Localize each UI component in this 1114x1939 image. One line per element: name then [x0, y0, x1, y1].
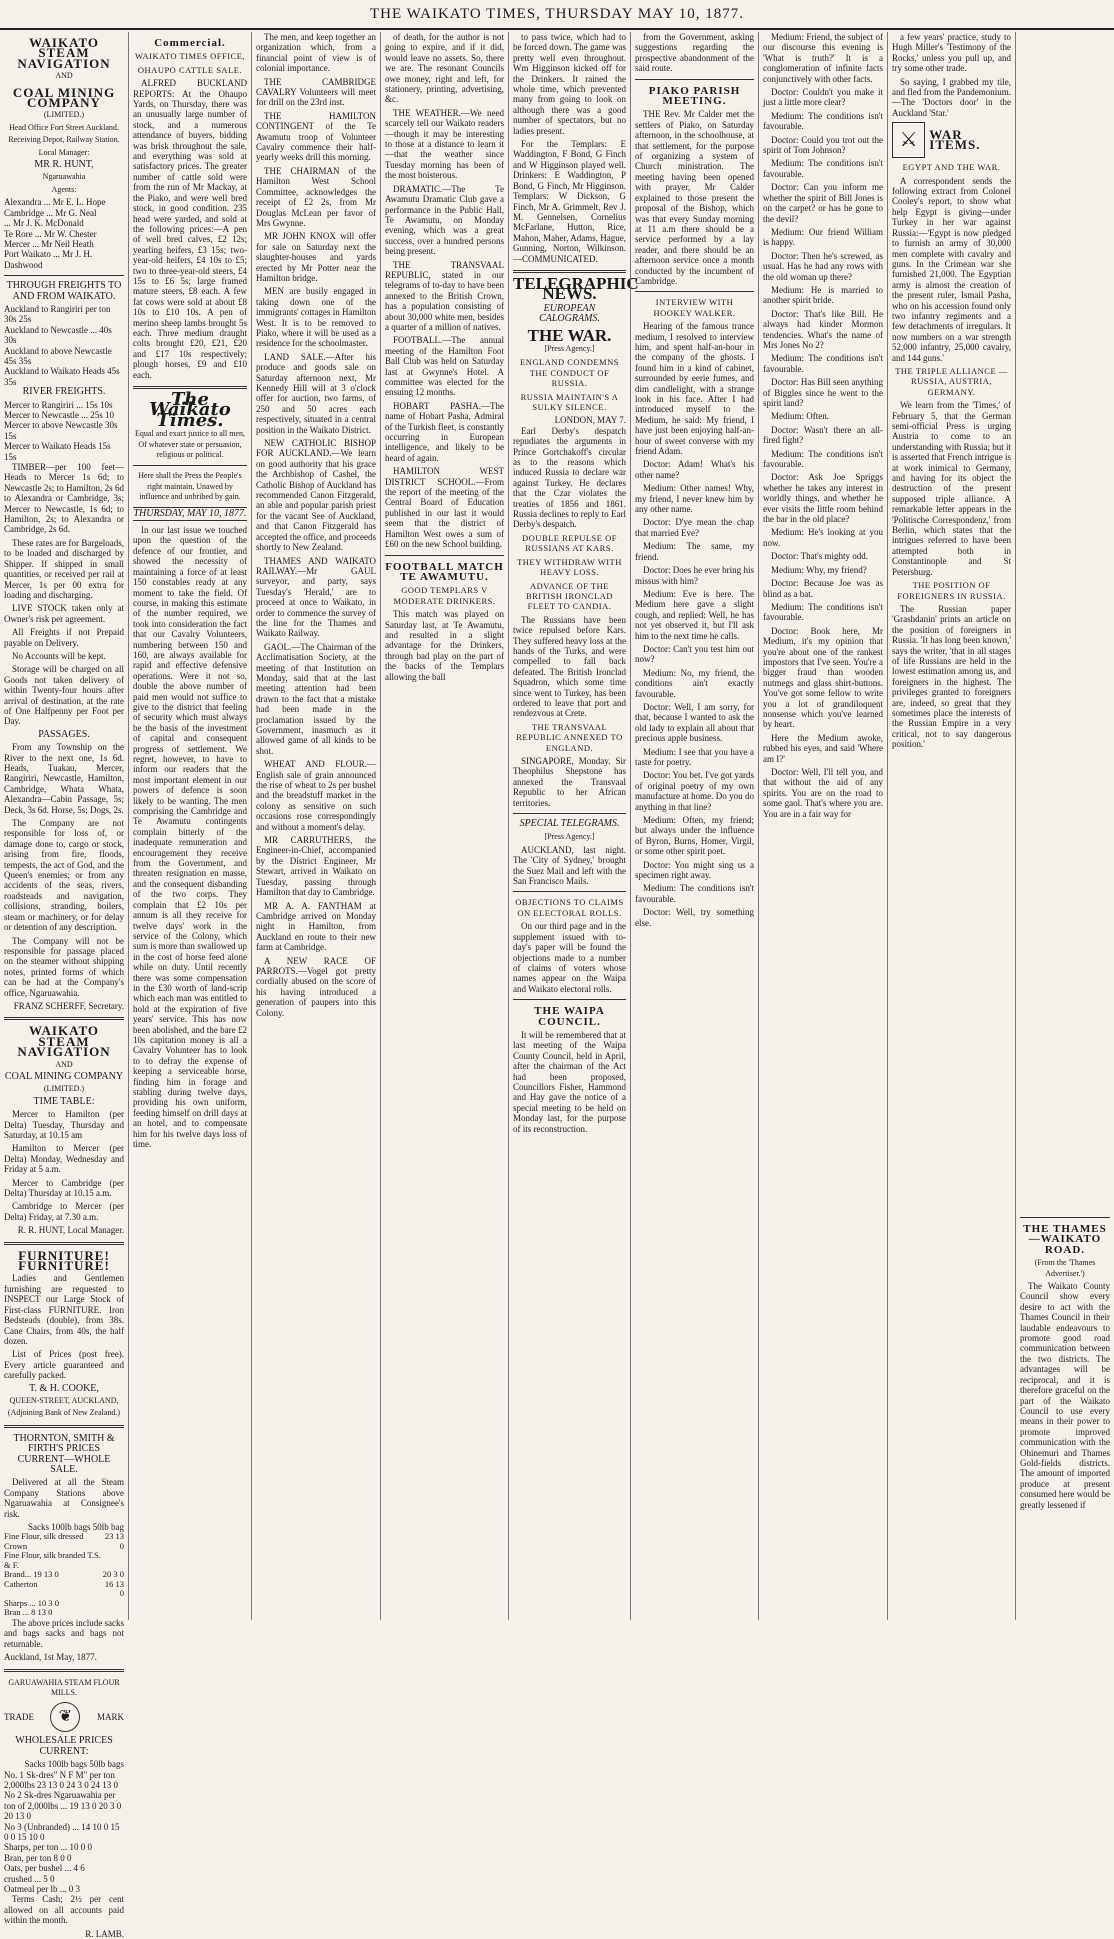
rates-note: These rates are for Bargeloads, to be loaded and discharged by Shipper. If shipped in small quantities, or received per rail at Mercer, 1s per 00 extra for loading and discharging.	[4, 537, 124, 600]
receiving-depot: Receiving Depot, Railway Station.	[8, 135, 120, 145]
news-item: THE CAMBRIDGE CAVALRY Volunteers will meet for drill on the 23rd inst.	[256, 76, 376, 108]
football-title: FOOTBALL MATCH TE AWAMUTU.	[385, 560, 504, 583]
dialogue-line: Medium: The conditions isn't favourable.	[635, 883, 754, 904]
news-item: THE HAMILTON CONTINGENT of the Te Awamutu troop of Volunteer Cavalry commence their half-yearly weeks drill this morning.	[256, 110, 376, 163]
divider	[513, 999, 626, 1000]
steam-nav-title: WAIKATO STEAM NAVIGATION	[17, 35, 111, 71]
dialogue-line: Doctor: You might sing us a specimen right away.	[635, 859, 754, 881]
dialogue-line: Doctor: Couldn't you make it just a little more clear?	[763, 87, 883, 108]
furniture-list: List of Prices (post free). Every article guaranteed and carefully packed.	[4, 1349, 124, 1381]
responsibility-note-2: The Company will not be responsible for passage placed on the steamer without shipping notes, printed forms of which can be had at the Company's office, Ngaruawahia.	[4, 935, 124, 998]
dialogue-line: Medium: The same, my friend.	[635, 541, 754, 562]
limited-label: (LIMITED.)	[43, 110, 85, 120]
agent-row: Port Waikato ... Mr J. H. Dashwood	[4, 249, 93, 270]
agent-row: Te Rore ... Mr W. Chester	[4, 228, 97, 239]
dialogue-line: Doctor: Then he's screwed, as usual. Has he had any rows with the old woman up there?	[763, 250, 883, 282]
the-war-title: THE WAR.	[527, 325, 612, 345]
table-row	[4, 1532, 124, 1551]
news-item: DRAMATIC.—The Te Awamutu Dramatic Club gave a performance in the Public Hall, Te Awamutu, on Monday evening, which was a great success, over a hundred persons being present.	[385, 183, 504, 257]
freights-title: THROUGH FREIGHTS TO AND FROM WAIKATO.	[6, 280, 122, 302]
time-table-sign: R. R. HUNT, Local Manager.	[17, 1225, 124, 1236]
dialogue-line: Medium: The conditions isn't favourable.	[763, 353, 883, 374]
agent-row: Alexandra ... Mr E. L. Hope	[4, 197, 106, 208]
wholesale-header: Sacks 100lb bags 50lb bags	[24, 1759, 124, 1770]
news-item: THE TRANSVAAL REPUBLIC, stated in our telegrams of to-day to have been annexed to the British Crown, has a population consisting of about 30,000 white men, besides a quarter of a million of natives.	[385, 259, 504, 332]
dialogue-line: Doctor: Has Bill seen anything of Biggles since he went to the spirit land?	[763, 377, 883, 408]
egypt-body: A correspondent sends the following extract from Colonel Cooley's report, to show what help Egypt is giving—under Turkey in her war against Russia:—'Egypt is now pledged to furnish an army of 30,000 men complete with cavalry and guns. In the Crimean war she furnished 21,000. The Egyptian army is almost the creation of the present ruler, Ismail Pasha, who on his accession found only two infantry regiments and a few detachments of irregulars. It now numbers on a war strength 52,000 infantry, 25,000 cavalry, and 144 guns.'	[892, 175, 1011, 363]
thames-road-source: (From the 'Thames Advertiser.')	[1034, 1258, 1096, 1278]
coal-mining-title-2: COAL MINING COMPANY	[4, 1070, 124, 1082]
wholesale-row: No 2 Sk-dres Ngaruawahia per ton of 2,000lbs ... 19 13 0 20 3 0 20 13 0	[4, 1790, 122, 1822]
england-headline: ENGLAND CONDEMNS THE CONDUCT OF RUSSIA.	[520, 357, 619, 389]
cooke-address-2: (Adjoining Bank of New Zealand.)	[7, 1408, 121, 1418]
column-2	[128, 32, 251, 1620]
dialogue-line: Doctor: Can you inform me whether the spirit of Bill Jones is on the carpet? or has he gone to the devil?	[763, 182, 883, 224]
dialogue-line: Doctor: That's mighty odd.	[771, 551, 868, 562]
football-continued: to pass twice, which had to be forced down. The game was pretty well even throughout. Wm Higginson kicked off for the Drinkers. It rained the whole time, which prevented many from going to look on although there was a good number of spectators, but no ladies present.	[513, 32, 626, 136]
dialogue-line: Doctor: You bet. I've got yards of original poetry of my own manufacture at home. Do you do anything in that line?	[635, 770, 754, 812]
divider	[4, 1017, 124, 1020]
divider	[4, 1242, 124, 1245]
table-cell: Bran ... 8 13 0	[4, 1607, 53, 1618]
dialogue-line: Medium: The conditions isn't favourable.	[763, 158, 883, 179]
column-4	[380, 32, 508, 1620]
column-8	[887, 32, 1015, 1620]
column-5	[508, 32, 639, 1620]
news-item: MR A. A. FANTHAM at Cambridge arrived on Monday night in Hamilton, from Auckland en route to their new farm at Cambridge.	[256, 900, 376, 953]
agent-row: Mercer ... Mr Neil Heath	[4, 238, 94, 249]
foreigners-body: The Russian paper 'Grashdanin' prints an article on the position of foreigners in Russia. 'It has long been known,' says the writer, 'that in all stages of life Russians are held in the lowest estimation among us, and foreigners in the highest. The privileges granted to foreigners are, indeed, so great that they sometimes place the interests of the Russian Empire in a very critical, not to say dangerous position.'	[892, 603, 1011, 750]
river-row: Mercer to above Newcastle 30s 15s	[4, 420, 118, 441]
wholesale-row: No 3 (Unbranded) ... 14 10 0 15 0 0 15 10 0	[4, 1821, 120, 1842]
freight-row: Auckland to Newcastle ... 40s 30s	[4, 324, 112, 346]
divider	[1020, 1217, 1110, 1218]
agents-label: Agents:	[51, 184, 77, 194]
wholesale-row: Sharps, per ton ... 10 0 0	[4, 1842, 92, 1853]
thornton-price-table	[4, 1532, 124, 1618]
news-item: MR JOHN KNOX will offer for sale on Saturday next the slaughter-houses and yards erected by Mr Potter near the Hamilton bridge.	[256, 231, 376, 283]
piako-headline: PIAKO PARISH MEETING.	[648, 84, 741, 108]
dialogue-line: Doctor: D'ye mean the chap that married Eve?	[635, 517, 754, 538]
column-9	[1015, 32, 1114, 1620]
freight-row: Auckland to above Newcastle 45s 35s	[4, 345, 112, 366]
news-item: FOOTBALL.—The annual meeting of the Hamilton Foot Ball Club was held on Saturday last at Gwynne's Hotel. A committee was elected for the ensuing 12 months.	[385, 335, 504, 398]
paper-masthead: The Waikato Times.	[149, 389, 231, 431]
dialogue-line: Doctor: Well, try something else.	[635, 907, 754, 928]
divider	[385, 555, 504, 556]
coal-mining-title: COAL MINING COMPANY	[12, 84, 116, 111]
lamb-sign: R. LAMB.	[85, 1928, 124, 1939]
wholesale-row: Bran, per ton 8 0 0	[4, 1852, 72, 1863]
news-item: GAOL.—The Chairman of the Acclimatisation Society, at the meeting of that Institution on Monday, said that at the last meeting attention had been drawn to the fact that a mistake had been made in the proclamation issued by the Government, inasmuch as it allowed game of all kinds to be shot.	[256, 641, 376, 756]
dialogue-line: Medium: Often, my friend; but always under the influence of Byron, Burns, Homer, Virgil, or some other spirit poet.	[635, 815, 754, 857]
limited-label-2: (LIMITED.)	[43, 1084, 85, 1094]
dialogue-line: Doctor: Wasn't there an all-fired fight?	[763, 424, 883, 446]
dialogue-line: Doctor: Ask Joe Spriggs whether he takes any interest in worldly things, and whether he ever visits the little room behind the bar in the old place?	[763, 472, 883, 525]
news-item: HOBART PASHA.—The name of Hobart Pasha, Admiral of the Turkish fleet, is constantly occurring in European intelligence, and likely to be heard of again.	[385, 400, 504, 463]
river-row: Mercer to Waikato Heads 15s 15s	[4, 441, 111, 462]
dialogue-line: Here the Medium awoke, rubbed his eyes, and said 'Where am I?'	[763, 732, 883, 764]
table-cell: Fine Flour, silk dressed Crown	[4, 1531, 84, 1551]
russia-headline: RUSSIA MAINTAIN'S A SULKY SILENCE.	[520, 391, 619, 412]
dialogue-line: Medium: I see that you have a taste for poetry.	[635, 746, 754, 767]
time-table-row: Mercer to Cambridge (per Delta) Thursday at 10.15 a.m.	[4, 1177, 124, 1199]
furniture-body: Ladies and Gentlemen furnishing are requested to INSPECT our Large Stock of First-class FURNITURE. Iron Bedsteads (double), from 38s. Cane Chairs, from 40s, the half dozen.	[4, 1273, 124, 1346]
special-telegrams-title: SPECIAL TELEGRAMS.	[519, 818, 620, 830]
time-table-title: TIME TABLE:	[33, 1095, 95, 1107]
war-items-heading	[892, 122, 1011, 158]
thornton-header: Sacks 100lb bags 50lb bag	[28, 1522, 124, 1532]
dialogue-line: Medium: Our friend William is happy.	[763, 226, 883, 248]
divider	[513, 813, 626, 814]
river-row: Mercer to Newcastle ... 25s 10	[4, 410, 114, 420]
article-paragraph: from the Government, asking suggestions regarding the prospective abandonment of the said route.	[635, 32, 754, 74]
trade-label: TRADE	[4, 1712, 34, 1723]
divider	[513, 891, 626, 892]
river-row: Mercer to Rangiriri ... 15s 10s	[4, 399, 113, 410]
table-cell: 16 13 0	[104, 1578, 124, 1599]
commercial-title: Commercial.	[154, 37, 226, 49]
commercial-body: ALFRED BUCKLAND REPORTS: At the Ohaupo Yards, on Thursday, there was an unusually large number of stock, and a numerous attendance of buyers, bidding was brisk throughout the sale, and everything was sold at satisfactory prices. The greater number of cattle sold were from the run of Mr Mackay, at the Piako, and were well bred stock, in good condition. 235 head were yarded, and sold at the following prices:—A pen of well bred calves, £2 12s; yearling heifers, £3 15s; two-year-old heifers, £4 10s to £5; two to three-year-old steers, £4 15s to £6 5s; large framed mature steers, £8 each. A few fat cows were sold at about £8 10s to £10 10s. A pen of merino sheep lambs brought 5s each. Three medium draught colts brought £20, £21, £20 and £17 10s respectively; plough horses, £9 and £10 each.	[133, 78, 247, 380]
wholesale-title: WHOLESALE PRICES CURRENT:	[15, 1735, 113, 1757]
dialogue-line: Doctor: Because Joe was as blind as a bat.	[763, 578, 883, 599]
column-1	[0, 32, 128, 1939]
table-cell: Catherton	[4, 1578, 38, 1589]
football-body: This match was played on Saturday last, at Te Awamutu, and resulted in a slight advantage for the Drinkers, through bad play on the part of the backs of the Templars allowing the ball	[385, 609, 504, 682]
table-cell: Fine Flour, silk branded T.S. & F.	[4, 1550, 101, 1570]
wholesale-row: Oatmeal per lb ... 0 3	[4, 1884, 80, 1895]
dialogue-line: Doctor: Could you trot out the spirit of Tom Johnson?	[763, 134, 883, 156]
egypt-headline: EGYPT AND THE WAR.	[902, 162, 1001, 173]
cooke-name: T. & H. COOKE,	[29, 1382, 99, 1394]
terms-note: Terms Cash; 2½ per cent allowed on all accounts paid within the month.	[4, 1894, 124, 1926]
thornton-title: THORNTON, SMITH & FIRTH'S PRICES CURRENT—WHOLE SALE.	[13, 1432, 115, 1475]
divider	[635, 79, 754, 80]
dialogue-line: Doctor: Well, I am sorry, for that, because I wanted to ask the old lady to explain all about that precious apple business.	[635, 701, 754, 744]
news-item: NEW CATHOLIC BISHOP FOR AUCKLAND.—We learn on good authority that his grace the Archbishop of Cashel, the Catholic Bishop of Auckland has recommended Canon Fitzgerald, an able and popular parish priest for the vacant See of Auckland, and that Canon Fitzgerald has accepted the office, and proceeds shortly to New Zealand.	[256, 438, 376, 553]
passages-body: From any Township on the River to the next one, 1s 6d. Heads, Tuakau, Mercer, Rangiriri, Newcastle, Hamilton, Cambridge, Whata Whata, Alexandra—Cabin Passage, 5s; Deck, 3s 6d. Horse, 5s; Dogs, 2s.	[4, 742, 124, 815]
foreigners-headline: THE POSITION OF FOREIGNERS IN RUSSIA.	[897, 580, 1006, 601]
time-table-row: Mercer to Hamilton (per Delta) Tuesday, Thursday and Saturday, at 10.15 am	[4, 1109, 124, 1140]
column-7	[758, 32, 887, 1620]
head-office: Head Office Fort Street Auckland.	[9, 122, 119, 132]
table-row	[4, 1580, 124, 1599]
interview-headline: INTERVIEW WITH HOOKEY WALKER.	[653, 297, 736, 318]
table-cell: Brand... 19 13 0	[4, 1569, 59, 1580]
article-paragraph: The men, and keep together an organization which, from a financial point of view is of colonial importance.	[256, 32, 376, 74]
war-items-title: WAR ITEMS.	[929, 126, 981, 153]
divider	[4, 275, 124, 276]
news-item: HAMILTON WEST DISTRICT SCHOOL.—From the report of the meeting of the Central Board of Education published in our last it would seem that the district of Hamilton West owes a sum of £60 on the new School building.	[385, 466, 504, 550]
cooke-address: QUEEN-STREET, AUCKLAND,	[9, 1395, 119, 1405]
page-masthead: THE WAIKATO TIMES, THURSDAY MAY 10, 1877.	[0, 0, 1114, 30]
storage-note: Storage will be charged on all Goods not taken delivery of within Twenty-four hours after arrival of destination, at the rate of One Halfpenny per Foot per Day.	[4, 664, 124, 727]
column-9-upper-spacer	[1020, 32, 1110, 1212]
divider	[133, 465, 247, 466]
thornton-delivered: Delivered at all the Steam Company Stations above Ngaruawahia at Consignee's risk.	[4, 1477, 124, 1519]
article-paragraph: So saying, I grabbed my tile, and fled from the Pandemonium.—The 'Doctors door' in the Auckland 'Star.'	[892, 76, 1011, 118]
dialogue-line: Doctor: Does he ever bring his missus with him?	[635, 565, 754, 586]
table-cell: 23 13 0	[104, 1531, 124, 1551]
local-manager-label: Local Manager:	[38, 147, 90, 157]
dialogue-line: Medium: No, my friend, the conditions ain't exactly favourable.	[635, 667, 754, 699]
article-paragraph: a few years' practice, study to Hugh Miller's 'Testimony of the Rocks,' unless you pull up, and try some other trade.	[892, 32, 1011, 74]
dialogue-line: Medium: The conditions isn't favourable.	[763, 601, 883, 623]
column-3	[251, 32, 380, 1620]
news-item: MR CARRUTHERS, the Engineer-in-Chief, accompanied by the District Engineer, Mr Stewart, arrived in Waikato on Tuesday, passing through Hamilton that day to Cambridge.	[256, 835, 376, 898]
flour-mills-title: GARUAWAHIA STEAM FLOUR MILLS.	[8, 1677, 120, 1697]
waipa-council-body: It will be remembered that at last meeting of the Waipa County Council, held in April, after the chairman of the Act had been proposed, Councillors Fisher, Hammond and Hay gave the notice of a special meeting to be held on Monday last, for the purpose of its reconstruction.	[513, 1029, 626, 1134]
thornton-note: The above prices include sacks and bags sacks and bags not returnable.	[4, 1617, 124, 1649]
triple-alliance-headline: THE TRIPLE ALLIANCE — RUSSIA, AUSTRIA, GERMANY.	[895, 365, 1008, 397]
dialogue-line: Medium: Friend, the subject of our discourse this evening is 'What is truth?' It is a conglomeration of infinite facts conjunctively with other facts.	[763, 32, 883, 84]
table-cell: Sharps ... 10 3 0	[4, 1597, 60, 1608]
location: Ngaruawahia	[42, 172, 86, 182]
news-item: THE CHAIRMAN of the Hamilton West School Committee, acknowledges the receipt of £2 2s, from Mr Douglas McLean per favor of Mrs Gwynne.	[256, 165, 376, 228]
special-press: [Press Agency.]	[544, 832, 595, 842]
prepaid-note: All Freights if not Prepaid payable on Delivery.	[4, 627, 124, 648]
news-item: of death, for the author is not going to expire, and if it did, would leave no assets. So, there we are. The resonant Councils owe money, right and left, for stationery, printing, advertising, &c.	[385, 32, 504, 105]
dialogue-line: Doctor: Book here, Mr Medium, it's my opinion that you're about one of the rankest impostors that I've seen. You're a bigger fraud than wooden nutmegs and glass shirt-buttons. You've got some fellow to write you a lot of grandiloquent nonsense which you've learned by heart.	[763, 625, 883, 730]
dialogue-line: Medium: He's looking at you now.	[763, 527, 883, 548]
trade-mark-row	[4, 1702, 124, 1732]
wholesale-row: Oats, per bushel ... 4 6	[4, 1863, 85, 1874]
wholesale-row: No. 1 Sk-dres" N F M" per ton 2,000lbs 23 13 0 24 3 0 24 13 0	[4, 1769, 119, 1790]
time-table-row: Hamilton to Mercer (per Delta) Monday, Wednesday and Friday at 5 a.m.	[4, 1143, 124, 1175]
waipa-council-headline: THE WAIPA COUNCIL.	[534, 1005, 605, 1028]
table-row	[4, 1551, 124, 1570]
paper-motto: Equal and exact justice to all men, Of whatever state or persuasion, religious or political.	[135, 429, 245, 460]
news-item: THAMES AND WAIKATO RAILWAY.—Mr GAUL surveyor, and party, says Tuesday's 'Herald,' are to proceed at once to Waikato, in order to commence the survey of the line for the Thames and Waikato Railway.	[256, 555, 376, 639]
secretary-sign: FRANZ SCHERFF, Secretary.	[13, 1000, 124, 1011]
dialogue-line: Doctor: Well, I'll tell you, and that without the aid of any spirits. You are on the road to some gaol. That's where you are. You are in a fair way for	[763, 767, 883, 819]
piako-body: THE Rev. Mr Calder met the settlers of Piako, on Saturday afternoon, in the schoolhouse, at that settlement, for the purpose of organizing a system of Church ministration. The meeting having been opened with prayer, Mr Calder explained to those present the proposal of the Bishop, which was that every Sunday morning at 11 a.m there should be a service performed by a lay reader, and there should be an afternoon service once a month conducted by the incumbent of Cambridge.	[635, 109, 754, 286]
time-table-row: Cambridge to Mercer (per Delta) Friday, at 7.30 a.m.	[4, 1201, 124, 1222]
news-item: LAND SALE.—After his produce and goods sale on Saturday afternoon next, Mr Kennedy Hill will at 3 o'clock offer for auction, two farms, of 250 and 50 acres each respectively, situated in a central position in the Waikato District.	[256, 351, 376, 435]
trade-mark-emblem-icon: ❦	[50, 1702, 80, 1732]
news-item: A NEW RACE OF PARROTS.—Vogel got pretty cordially abused on the score of his having introduced a generation of paupers into this Colony.	[256, 955, 376, 1018]
london-body: Earl Derby's despatch repudiates the arguments in Prince Gortchakoff's circular as to the reasons which induced Russia to declare war against Turkey. He declares that the Czar violates the treaties of 1856 and 1861. Russia declines to reply to Earl Derby's despatch.	[513, 425, 626, 530]
divider	[4, 1425, 124, 1428]
dialogue-line: Doctor: That's like Bill. He always had kinder Mormon tendencies. What's the name of Mrs Jones No 2?	[763, 308, 883, 350]
divider	[635, 291, 754, 292]
freight-row: Auckland to Rangiriri per ton 30s 25s	[4, 303, 111, 325]
war-emblem-icon: ⚔	[892, 122, 925, 158]
dialogue-line: Medium: Often.	[771, 411, 829, 422]
table-row	[4, 1608, 124, 1618]
manager-name: MR R. HUNT,	[34, 159, 94, 171]
agent-row: ... Mr J. K. McDonald	[4, 218, 84, 229]
furniture-title: FURNITURE! FURNITURE!	[18, 1247, 110, 1274]
divider	[4, 1669, 124, 1672]
leader-article: In our last issue we touched upon the question of the defence of our frontier, and showed the necessity of maintaining a force of at least 150 constables ready at any moment to take the field. Of course, in making this estimate of the number required, we took into consideration the fact that our Cavalry Volunteers, numbering between 150 and 160, are always available for rapid and effective defensive operations. Were it not so, double the above number of paid men would not suffice to give to the district that feeling of security which must always be the basis of the investment of capital and consequent progress of settlement. We regret, however, to have to inform our readers that the most important element in our powers of defence is soon likely to be wanting. The men comprising the Cambridge and Te Awamutu contingents complain bitterly of the inadequate remuneration and encouragement they receive from the Government, and threaten resignation en masse, and the consequent disbanding of the two corps. They complain that £2 10s per annum is all they receive for twelve days' work in the service of the Colony, which sum is more than swallowed up in the cost of horse feed alone while on duty. Until recently there was some compensation in the £30 worth of land-scrip which each man was entitled to hold at the expiration of five years' service. This has now been abolished, and the bare £2 10s capitation money is all a Cavalry Volunteer has to look to to defray the expense of keeping a serviceable horse, finding him in forage and stabling during twelve days, providing his own uniform, feeding himself on drill days at an hotel, and to compensate him for his twelve days loss of time.	[133, 525, 247, 1150]
dialogue-line: Medium: Other names! Why, my friend, I never knew him by any other name.	[635, 483, 754, 515]
accounts-note: No Accounts will be kept.	[12, 650, 106, 661]
auckland-body: AUCKLAND, last night. The 'City of Sydney,' brought the Suez Mail and left with the San Francisco Mails.	[513, 844, 626, 887]
dialogue-line: Medium: The conditions isn't favourable.	[763, 448, 883, 470]
kars-headline: DOUBLE REPULSE OF RUSSIANS AT KARS.	[522, 532, 617, 554]
objections-body: On our third page and in the supplement issued with to-day's paper will be found the objections made to a number of claims of voters whose names appear on the Waipa and Waikato electoral rolls.	[513, 921, 626, 994]
dialogue-line: Medium: The conditions isn't favourable.	[763, 110, 883, 132]
wholesale-row: crushed ... 5 0	[4, 1873, 55, 1884]
steam-nav-title-2: WAIKATO STEAM NAVIGATION	[17, 1023, 111, 1060]
table-cell: 20 3 0	[102, 1569, 124, 1580]
live-stock-note: LIVE STOCK taken only at Owner's risk per agreement.	[4, 603, 124, 624]
kars-subheadline: THEY WITHDRAW WITH HEAVY LOSS.	[517, 556, 622, 578]
dialogue-line: Medium: He is married to another spirit bride.	[763, 284, 883, 306]
steam-nav-and-2: AND	[55, 1059, 73, 1069]
thames-road-body: The Waikato County Council show every desire to act with the Thames Council in their laudable endeavours to promote good road communication between the two districts. The advantages will be reciprocal, and it is therefore graceful on the part of the Waikato Council to use every means in their power to promote improved communication with the Ohinemuri and Thames Gold-fields districts. The amount of imported produce at present consumed here would be greatly lessened if	[1020, 1281, 1110, 1510]
press-agency: [Press Agency.]	[544, 343, 595, 353]
news-item: WHEAT AND FLOUR.—English sale of grain announced the rise of wheat to 2s per bushel and the breadstuff market in the colony as sensitive on such occasions rose correspondingly and without a moment's delay.	[256, 759, 376, 832]
objections-headline: OBJECTIONS TO CLAIMS ON ELECTORAL ROLLS.	[515, 897, 624, 918]
london-dateline: LONDON, MAY 7.	[554, 415, 626, 426]
dialogue-line: Medium: Why, my friend?	[771, 564, 867, 575]
mark-label: MARK	[96, 1712, 124, 1723]
dialogue-line: Doctor: Can't you test him out now?	[635, 643, 754, 665]
transvaal-headline: THE TRANSVAAL REPUBLIC ANNEXED TO ENGLAND.	[516, 721, 623, 753]
dialogue-line: Doctor: Adam! What's his other name?	[635, 459, 754, 480]
thames-road-headline: THE THAMES—WAIKATO ROAD.	[1023, 1223, 1107, 1256]
dialogue-line: Medium: Eve is here. The Medium here gave a slight cough, and replied: Well, he has not yet observed it, but I'll ask him to the next time he calls.	[635, 588, 754, 641]
timber-rates: TIMBER—per 100 feet—Heads to Mercer 1s 6d; to Newcastle 2s; to Hamilton, 2s 6d to Alexandra or Cambridge, 3s; Mercer to Newcastle, 1s 6d; to Hamilton, 2s; to Alexandra or Cambridge, 2s 6d.	[4, 462, 124, 535]
crete-headline: ADVANCE OF THE BRITISH IRONCLAD FLEET TO CANDIA.	[525, 580, 614, 612]
crete-body: The Russians have been twice repulsed before Kars. They suffered heavy loss at the hands of the Turks, and were compelled to fall back defeated. The British Ironclad Squadron, which some time since went to Turkey, has been ordered to leave that port and rendezvous at Crete.	[513, 614, 626, 719]
commercial-sub: OHAUPO CATTLE SALE.	[137, 64, 243, 75]
passages-title: PASSAGES.	[38, 728, 90, 740]
news-item: MEN are busily engaged in taking down one of the immigrants' cottages in Hamilton West. It is to be removed to Piako, where it will be used as a residence for the schoolmaster.	[256, 286, 376, 349]
telegraphic-news-title: TELEGRAPHIC NEWS.	[513, 273, 639, 304]
divider	[513, 270, 626, 273]
agent-row: Cambridge ... Mr G. Neal	[4, 207, 97, 218]
steam-nav-and: AND	[55, 71, 73, 81]
river-freights-title: RIVER FREIGHTS.	[22, 386, 106, 398]
thornton-date: Auckland, 1st May, 1877.	[4, 1652, 97, 1663]
column-6	[630, 32, 758, 1620]
paper-motto-2: Here shall the Press the People's right maintain, Unawed by influence and unbribed by gain.	[138, 471, 242, 502]
commercial-office: WAIKATO TIMES OFFICE,	[134, 51, 246, 62]
triple-alliance-body: We learn from the 'Times,' of February 5, that the German semi-official Press is urging Austria to come to an understanding with Russia; but it is asserted that French intrigue is at work inimical to Germany, and having for its object the destruction of the present supposed triple alliance. A remarkable letter appears in the 'Politische Correspondenz,' from Berlin, which states that the intrigues referred to have been attempted both in Constantinople and St Petersburg.	[892, 400, 1011, 577]
team-lists: For the Templars: E Waddington, F Bond, G Finch and W Higginson played well. Drinkers: E Waddington, P Bond, G Finch, Mr Higginson. Templars: W Dickson, G Finch, Mr A. Grimmelt, Rev J. M. Gennelsen, Cornelius McFarlane, Hutton, Rice, Mahon, Maher, Adams, Hague, Gunning, Norton, Wilkinson.—COMMUNICATED.	[513, 139, 626, 264]
european-cablegrams: EUROPEAN CALOGRAMS.	[539, 302, 600, 325]
interview-body: Hearing of the famous trance medium, I resolved to interview him, and spent half-an-hour in the company of the ghosts. I found him in a kind of cabinet, surrounded by eerie fumes, and dim candlelight, with a strange look in his face. After I had introduced myself to the Medium, he said: My friend, I have just been enjoying half-an-hour of sweet converse with my friend Adam.	[635, 321, 754, 457]
leader-dateline: THURSDAY, MAY 10, 1877.	[133, 507, 247, 521]
responsibility-note: The Company are not responsible for loss of, or damage done to, cargo or stock, arising from fire, floods, tempests, the act of God, and the Queen's enemies; or from any accidents of the seas, rivers, roadsteads and navigation, collisions, stranding, boilers, steam or machinery, or for delay or detention of any description.	[4, 818, 124, 933]
freight-row: Auckland to Waikato Heads 45s 35s	[4, 366, 120, 387]
news-item: THE WEATHER.—We need scarcely tell our Waikato readers—though it may be interesting to those at a distance to learn it—that the weather since Tuesday morning has been of the most boisterous.	[385, 107, 504, 181]
football-subtitle: GOOD TEMPLARS V MODERATE DRINKERS.	[393, 585, 496, 606]
transvaal-body: SINGAPORE, Monday. Sir Theophilus Shepstone has annexed the Transvaal Republic to her African territories.	[513, 756, 626, 808]
